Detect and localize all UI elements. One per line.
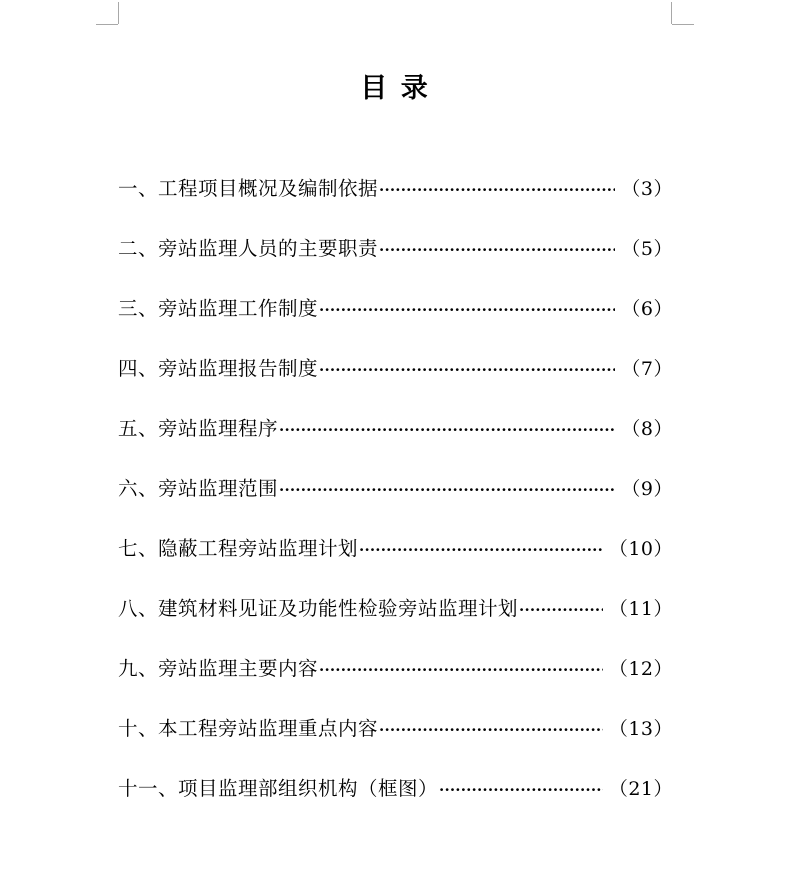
toc-entry-page: （7） [621,358,673,380]
toc-entry[interactable] [118,654,673,714]
toc-entry-page: （11） [608,598,673,620]
crop-mark-top-left [96,24,118,25]
toc-entry-page: （5） [621,238,673,260]
toc-entry-page: （21） [608,778,673,800]
toc-entry[interactable] [118,774,673,834]
toc-entry[interactable] [118,594,673,654]
toc-leader-dots [378,715,603,745]
toc-entry-label: 一、工程项目概况及编制依据 [118,177,379,200]
toc-leader-dots [358,535,603,565]
toc-leader-dots [378,175,615,205]
toc-entry[interactable] [118,234,673,294]
toc-entry-label: 九、旁站监理主要内容 [118,657,319,680]
toc-entry-label: 七、隐蔽工程旁站监理计划 [118,537,359,560]
toc-leader-dots [278,415,615,445]
toc-entry-label: 八、建筑材料见证及功能性检验旁站监理计划 [118,597,519,620]
toc-leader-dots [318,655,603,685]
toc-entry[interactable] [118,714,673,774]
toc-entry[interactable] [118,534,673,594]
toc-entry[interactable] [118,474,673,534]
toc-entry-label: 三、旁站监理工作制度 [118,297,319,320]
toc-entry[interactable] [118,174,673,234]
toc-entry[interactable] [118,354,673,414]
crop-mark-top-right [672,24,694,25]
toc-title: 目 录 [360,73,430,104]
toc-leader-dots [438,775,603,805]
toc-entry-label: 二、旁站监理人员的主要职责 [118,237,379,260]
toc-entry-page: （6） [621,298,673,320]
toc-entry-label: 十、本工程旁站监理重点内容 [118,717,379,740]
toc-entry-page: （8） [621,418,673,440]
crop-mark-top-left-vertical [118,2,119,24]
crop-mark-top-right-vertical [671,2,672,24]
toc-entry-label: 十一、项目监理部组织机构（框图） [118,777,439,800]
toc-leader-dots [518,595,603,625]
table-of-contents [118,174,673,834]
toc-leader-dots [318,355,615,385]
toc-leader-dots [278,475,615,505]
toc-leader-dots [318,295,615,325]
toc-entry-label: 五、旁站监理程序 [118,417,279,440]
toc-entry[interactable] [118,294,673,354]
toc-entry-page: （12） [608,658,673,680]
toc-leader-dots [378,235,615,265]
toc-entry-page: （9） [621,478,673,500]
toc-entry-page: （3） [621,178,673,200]
toc-entry-page: （13） [608,718,673,740]
toc-entry-page: （10） [608,538,673,560]
toc-entry-label: 四、旁站监理报告制度 [118,357,319,380]
toc-entry-label: 六、旁站监理范围 [118,477,279,500]
toc-entry[interactable] [118,414,673,474]
